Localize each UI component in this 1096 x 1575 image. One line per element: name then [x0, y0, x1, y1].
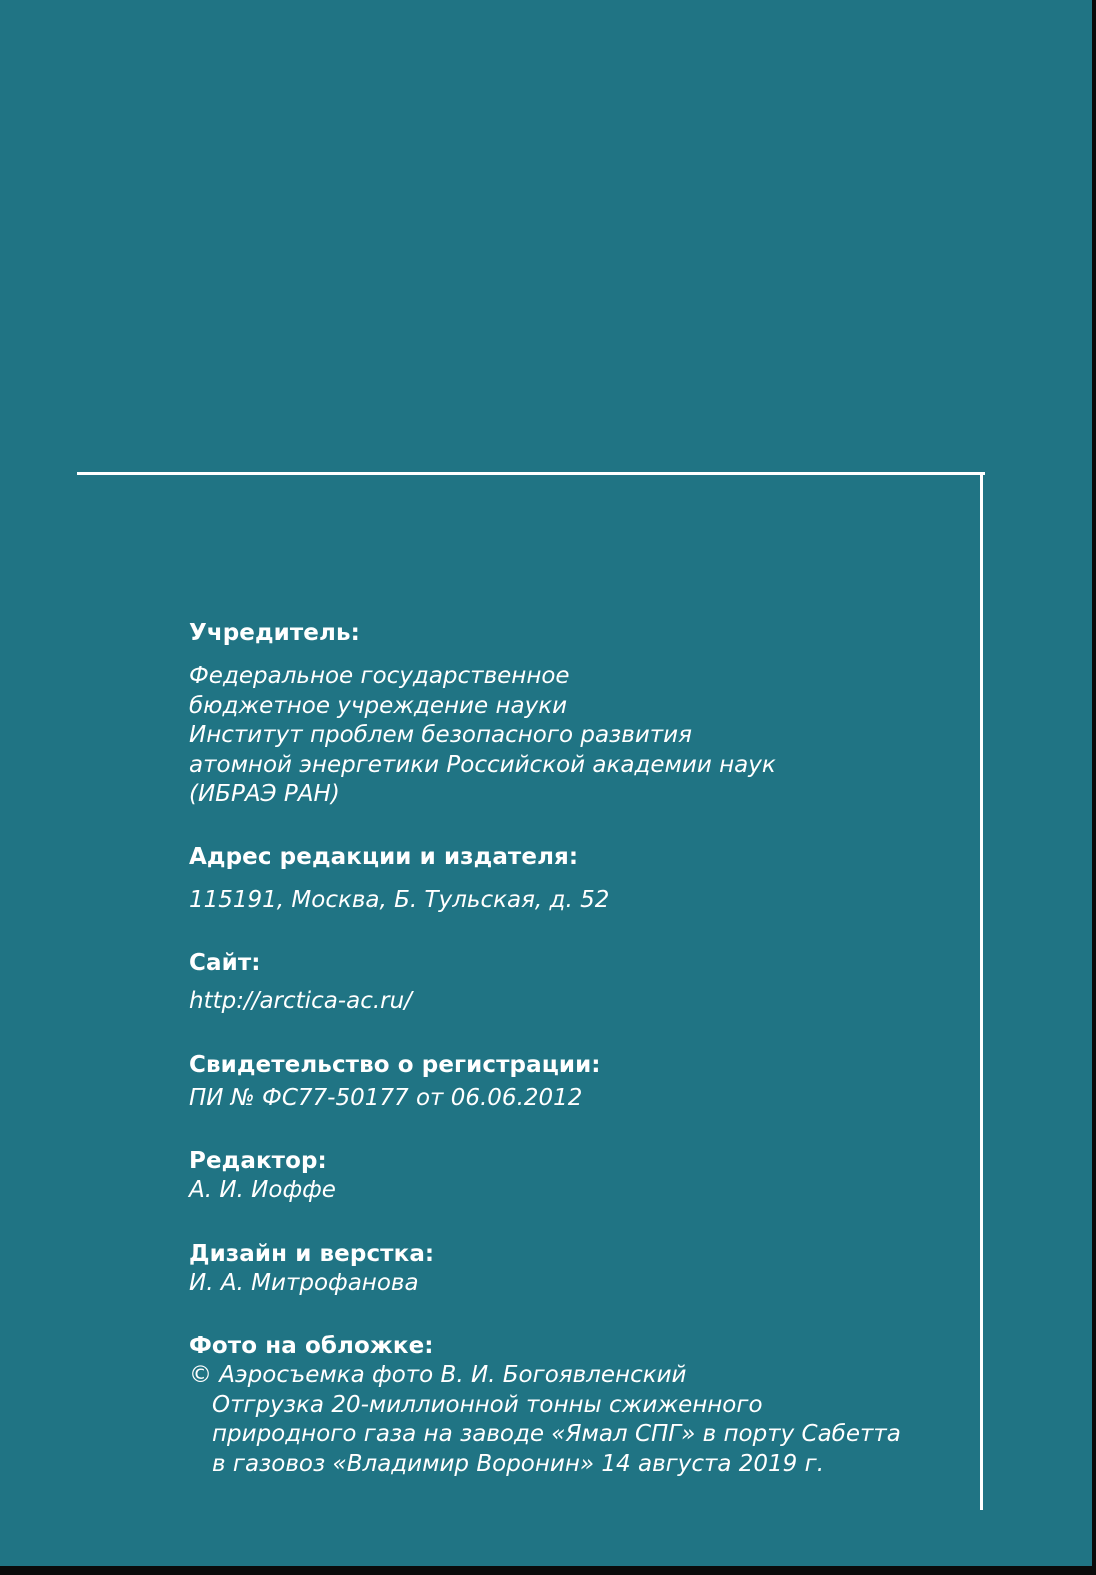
address-section: [189, 842, 959, 916]
cover-photo-caption-line: природного газа на заводе «Ямал СПГ» в порту Сабетта: [212, 1421, 901, 1447]
design-label: Дизайн и верстка:: [189, 1240, 435, 1267]
founder-line: бюджетное учреждение науки: [189, 692, 568, 719]
founder-line: (ИБРАЭ РАН): [189, 781, 340, 807]
founder-section: [189, 618, 959, 810]
editor-label: Редактор:: [189, 1148, 327, 1174]
address-label: Адрес редакции и издателя:: [189, 843, 579, 870]
founder-line: Федеральное государственное: [189, 663, 570, 689]
design-value: И. А. Митрофанова: [189, 1269, 419, 1296]
editor-value: А. И. Иоффе: [189, 1177, 336, 1203]
frame-right-line: [980, 472, 983, 1510]
design-section: [189, 1239, 959, 1299]
cover-photo-caption-line: Отгрузка 20-миллионной тонны сжиженного: [212, 1391, 763, 1418]
founder-label: Учредитель:: [189, 620, 360, 646]
founder-line: Институт проблем безопасного развития: [189, 722, 692, 748]
site-section: [189, 948, 959, 1017]
cover-photo-value: [189, 1361, 959, 1479]
cover-photo-credit: © Аэросъемка фото В. И. Богоявленский: [189, 1362, 687, 1388]
registration-label: Свидетельство о регистрации:: [189, 1051, 601, 1078]
registration-section: [189, 1050, 959, 1114]
cover-photo-section: [189, 1331, 959, 1479]
editor-section: [189, 1146, 959, 1206]
founder-value: [189, 662, 959, 810]
cover-photo-label: Фото на обложке:: [189, 1333, 434, 1359]
founder-line: атомной энергетики Российской академии наук: [189, 751, 776, 778]
site-label: Сайт:: [189, 950, 261, 976]
address-value: 115191, Москва, Б. Тульская, д. 52: [189, 886, 610, 913]
site-link[interactable]: http://arctica-ac.ru/: [189, 988, 412, 1014]
frame-top-line: [77, 472, 985, 475]
cover-photo-caption-line: в газовоз «Владимир Воронин» 14 августа 2019 г.: [212, 1450, 825, 1477]
imprint-block: [189, 618, 959, 1479]
registration-value: ПИ № ФС77-50177 от 06.06.2012: [189, 1084, 583, 1111]
